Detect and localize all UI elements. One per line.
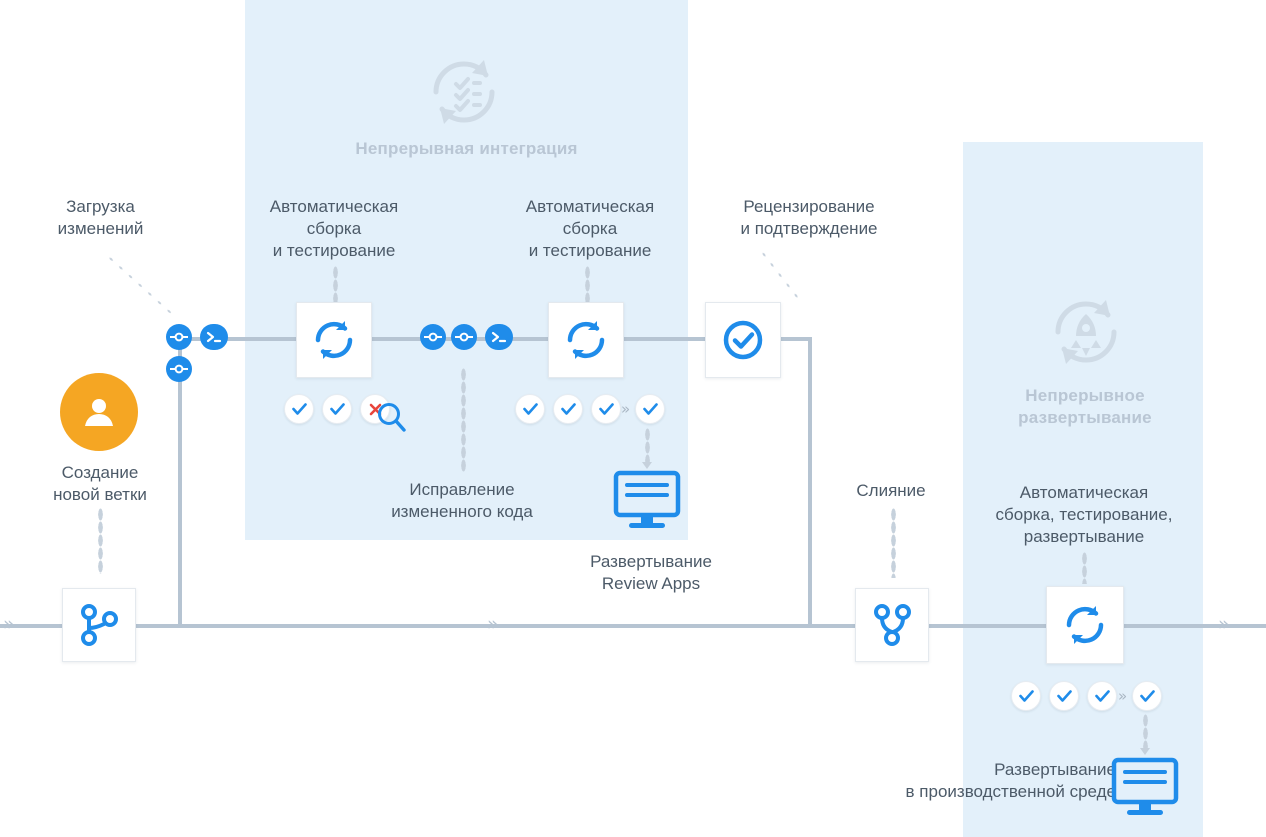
connector-merge xyxy=(891,508,896,578)
commit-dot-icon xyxy=(166,324,192,350)
label-auto-build-1-line1: Автоматическая xyxy=(269,197,399,216)
label-review-apps-line2: Review Apps xyxy=(601,574,701,593)
connector-prod-deploy xyxy=(1143,714,1148,750)
label-auto-build-1-line2: сборка xyxy=(306,219,362,238)
git-branch-icon xyxy=(62,588,136,662)
zone-cd-title xyxy=(993,385,1177,429)
label-merge-text: Слияние xyxy=(856,481,926,500)
test-pass-bubble xyxy=(591,394,621,424)
continuous-integration-icon xyxy=(424,52,504,132)
label-auto-build-2-line1: Автоматическая xyxy=(525,197,655,216)
label-upload-changes xyxy=(18,196,183,240)
label-review xyxy=(720,196,898,240)
rail-chevron-end: » xyxy=(1218,613,1230,635)
label-merge xyxy=(826,480,956,502)
monitor-deploy-icon xyxy=(1111,757,1179,819)
check-circle-icon xyxy=(705,302,781,378)
label-auto-build-1 xyxy=(243,196,425,262)
label-upload-changes-line2: изменений xyxy=(57,219,144,238)
label-new-branch xyxy=(16,462,184,506)
commit-dot-icon xyxy=(420,324,446,350)
connector-auto-build-2 xyxy=(585,266,590,304)
build-refresh-icon xyxy=(296,302,372,378)
connector-fix-code xyxy=(461,368,466,472)
test-pass-bubble xyxy=(322,394,352,424)
label-review-apps xyxy=(553,551,749,595)
test-pass-bubble xyxy=(1011,681,1041,711)
zone-cd-title-line1: Непрерывное xyxy=(1025,386,1145,405)
zone-ci-title: Непрерывная интеграция xyxy=(355,139,578,158)
commit-dot-icon xyxy=(451,324,477,350)
label-review-line1: Рецензирование xyxy=(743,197,875,216)
git-merge-icon xyxy=(855,588,929,662)
label-auto-build-2-line2: сборка xyxy=(562,219,618,238)
label-new-branch-line2: новой ветки xyxy=(53,485,147,504)
rail-chevron-mid: » xyxy=(487,613,499,635)
label-auto-build-2-line3: и тестирование xyxy=(528,241,652,260)
label-auto-full xyxy=(956,482,1212,548)
label-review-apps-line1: Развертывание xyxy=(590,552,712,571)
connector-review-apps-arrow xyxy=(642,462,652,469)
zone-cd-title-line2: развертывание xyxy=(1018,408,1152,427)
test-pass-bubble xyxy=(515,394,545,424)
label-fix-code-line1: Исправление xyxy=(409,480,515,499)
build-refresh-icon xyxy=(1046,586,1124,664)
test-pass-bubble xyxy=(1132,681,1162,711)
build-refresh-icon xyxy=(548,302,624,378)
connector-upload-changes xyxy=(105,253,177,318)
label-auto-full-line2: сборка, тестирование, xyxy=(995,505,1173,524)
connector-review-apps xyxy=(645,428,650,464)
label-prod-deploy xyxy=(836,759,1116,803)
label-auto-full-line3: развертывание xyxy=(1023,527,1145,546)
bubble-chevron: » xyxy=(621,400,631,418)
test-pass-bubble xyxy=(284,394,314,424)
connector-prod-deploy-arrow xyxy=(1140,748,1150,755)
commit-dot-icon xyxy=(166,356,192,382)
user-avatar-icon xyxy=(60,373,138,451)
label-new-branch-line1: Создание xyxy=(61,463,139,482)
test-pass-bubble xyxy=(553,394,583,424)
label-prod-deploy-line1: Развертывание xyxy=(994,760,1116,779)
label-fix-code xyxy=(355,479,569,523)
monitor-deploy-icon xyxy=(613,470,681,532)
test-pass-bubble xyxy=(635,394,665,424)
terminal-prompt-icon xyxy=(485,324,513,350)
label-prod-deploy-line2: в производственной среде xyxy=(905,782,1116,801)
connector-auto-build-1 xyxy=(333,266,338,304)
label-fix-code-line2: измененного кода xyxy=(391,502,533,521)
bubble-chevron: » xyxy=(1118,687,1128,705)
rocket-deploy-icon xyxy=(1046,292,1126,372)
terminal-prompt-icon xyxy=(200,324,228,350)
connector-review xyxy=(758,248,801,302)
label-review-line2: и подтверждение xyxy=(740,219,878,238)
label-upload-changes-line1: Загрузка xyxy=(66,197,135,216)
branch-merge-rail xyxy=(808,337,812,626)
label-auto-build-1-line3: и тестирование xyxy=(272,241,396,260)
test-pass-bubble xyxy=(1049,681,1079,711)
label-auto-full-line1: Автоматическая xyxy=(1019,483,1149,502)
rail-chevron-start: » xyxy=(3,613,15,635)
connector-new-branch xyxy=(98,508,103,574)
label-auto-build-2 xyxy=(499,196,681,262)
magnifier-icon xyxy=(374,400,408,434)
test-pass-bubble xyxy=(1087,681,1117,711)
connector-auto-full xyxy=(1082,552,1087,584)
